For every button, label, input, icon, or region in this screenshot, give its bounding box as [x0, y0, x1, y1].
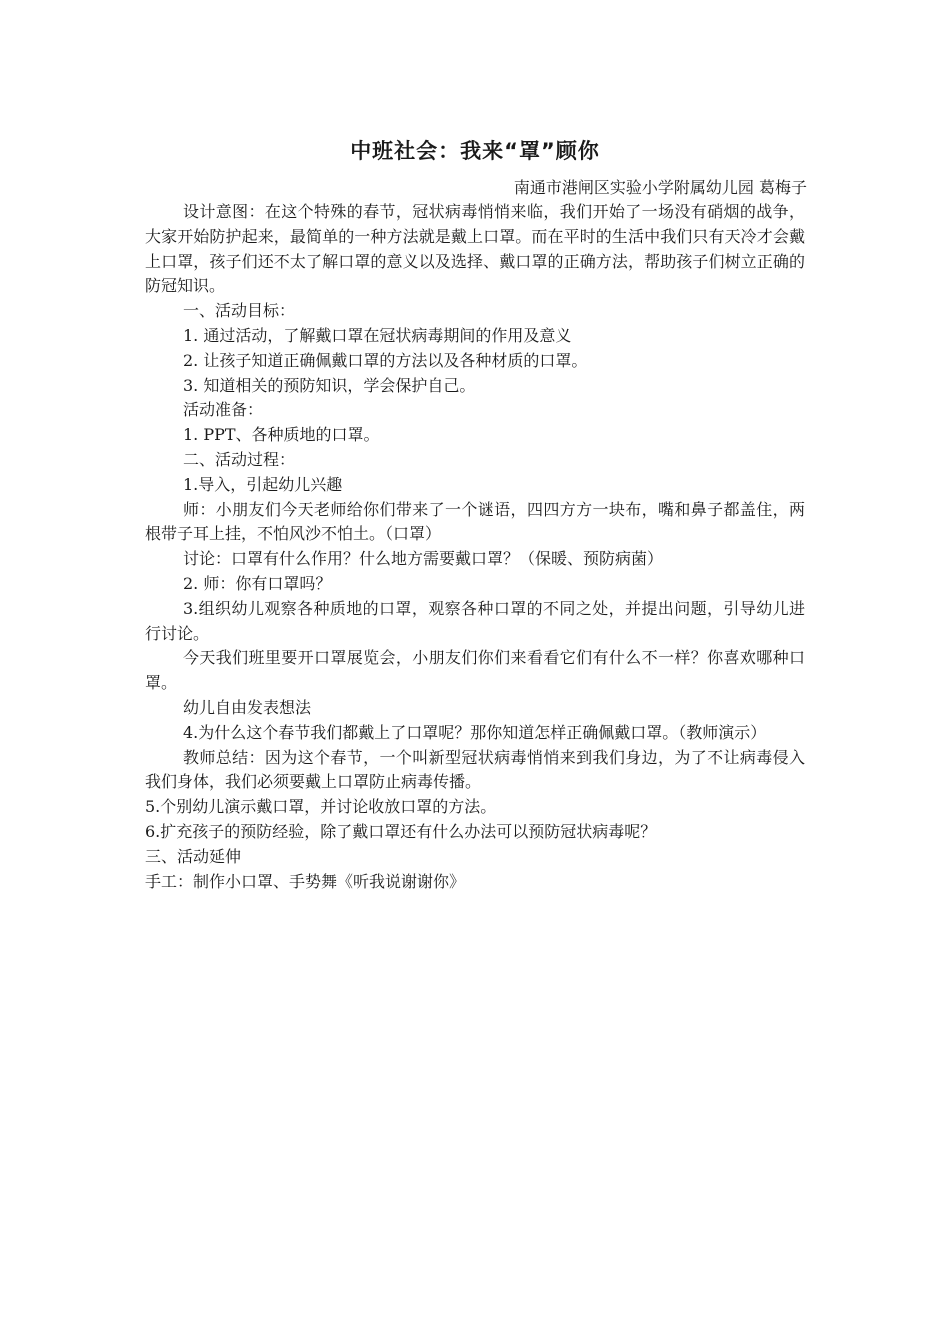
free-expression-paragraph: 幼儿自由发表想法 [183, 697, 312, 717]
goal-item-2: 2. 让孩子知道正确佩戴口罩的方法以及各种材质的口罩。 [183, 350, 588, 370]
section-heading-process: 二、活动过程： [183, 449, 296, 469]
document-author: 南通市港闸区实验小学附属幼儿园 葛梅子 [513, 178, 807, 197]
goal-item-3: 3. 知道相关的预防知识，学会保护自己。 [183, 375, 476, 395]
process-step-3: 3.组织幼儿观察各种质地的口罩，观察各种口罩的不同之处，并提出问题，引导幼儿进行讨论。 [145, 598, 805, 643]
discussion-paragraph: 讨论：口罩有什么作用？什么地方需要戴口罩？（保暖、预防病菌） [183, 549, 664, 569]
section-heading-extension: 三、活动延伸 [145, 846, 242, 866]
teacher-summary-paragraph: 教师总结：因为这个春节，一个叫新型冠状病毒悄悄来到我们身边，为了不让病毒侵入我们身体，我们必须要戴上口罩防止病毒传播。 [145, 747, 805, 792]
section-heading-preparation: 活动准备： [183, 400, 264, 420]
goal-item-1: 1. 通过活动，了解戴口罩在冠状病毒期间的作用及意义 [183, 325, 572, 345]
document-body [145, 200, 805, 894]
exhibition-paragraph: 今天我们班里要开口罩展览会，小朋友们你们来看看它们有什么不一样？你喜欢哪种口罩。 [145, 648, 805, 693]
process-step-4: 4.为什么这个春节我们都戴上了口罩呢？那你知道怎样正确佩戴口罩。（教师演示） [183, 722, 767, 742]
process-step-5: 5.个别幼儿演示戴口罩，并讨论收放口罩的方法。 [145, 797, 497, 817]
extension-item: 手工：制作小口罩、手势舞《听我说谢谢你》 [145, 871, 466, 891]
design-intent-paragraph: 设计意图：在这个特殊的春节，冠状病毒悄悄来临，我们开始了一场没有硝烟的战争，大家开始防护起来，最简单的一种方法就是戴上口罩。而在平时的生活中我们只有天冷才会戴上口罩，孩子们还不太了解口罩的意义以及选择、戴口罩的正确方法，帮助孩子们树立正确的防冠知识。 [145, 202, 805, 296]
section-heading-goals: 一、活动目标： [183, 301, 296, 321]
process-step-6: 6.扩充孩子的预防经验，除了戴口罩还有什么办法可以预防冠状病毒呢？ [145, 821, 657, 841]
process-step-2: 2. 师：你有口罩吗？ [183, 573, 332, 593]
teacher-riddle-paragraph: 师：小朋友们今天老师给你们带来了一个谜语，四四方方一块布，嘴和鼻子都盖住，两根带子耳上挂，不怕风沙不怕土。（口罩） [145, 499, 805, 544]
preparation-item-1: 1. PPT、各种质地的口罩。 [183, 425, 380, 445]
document-title: 中班社会：我来“罩”顾你 [350, 139, 600, 163]
process-step-1: 1.导入，引起幼儿兴趣 [183, 474, 343, 494]
